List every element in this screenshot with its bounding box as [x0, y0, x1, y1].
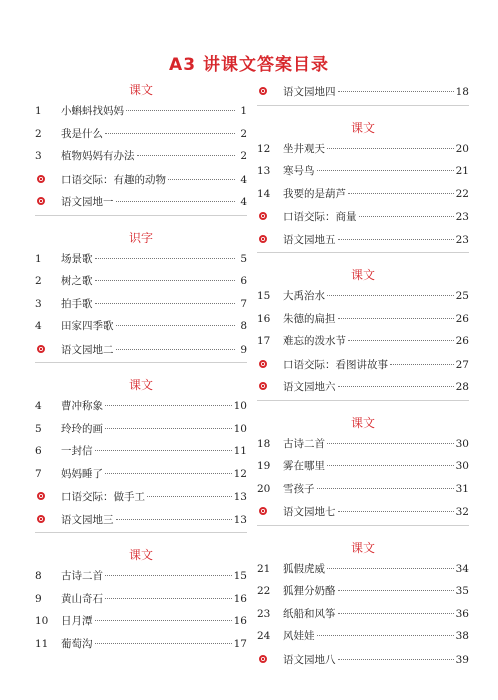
page-number: 11	[233, 445, 247, 457]
toc-entry[interactable]	[257, 558, 469, 581]
page-number: 13	[233, 513, 247, 526]
entry-title: 雾在哪里	[283, 460, 325, 472]
page-number: 34	[455, 562, 469, 575]
entry-number: 5	[35, 422, 42, 435]
entry-number: 4	[35, 320, 42, 332]
toc-entry[interactable]	[257, 648, 469, 671]
circle-bullet-icon	[35, 508, 61, 531]
dot-leader	[126, 110, 235, 111]
dot-leader	[327, 295, 454, 296]
entry-number: 4	[35, 400, 42, 412]
dot-leader	[105, 133, 235, 134]
section-heading: 课文	[350, 120, 375, 135]
section-heading: 识字	[128, 230, 153, 245]
toc-entry[interactable]	[35, 123, 247, 146]
entry-number: 9	[35, 592, 42, 605]
toc-section	[35, 228, 247, 364]
section-heading: 课文	[128, 548, 153, 562]
entry-number: 24	[257, 630, 271, 642]
toc-section	[257, 265, 469, 401]
dot-leader	[168, 179, 235, 180]
right-column	[257, 80, 469, 682]
dot-leader	[359, 216, 454, 217]
circle-bullet-icon	[35, 338, 61, 361]
toc-entry[interactable]	[257, 330, 469, 353]
toc-entry[interactable]	[257, 285, 469, 308]
page-title: A3 讲课文答案目录	[169, 55, 329, 75]
page-number: 22	[455, 187, 469, 200]
toc-entry[interactable]	[35, 588, 247, 611]
entry-title: 雪孩子	[283, 482, 315, 495]
entry-title: 古诗二首	[61, 570, 103, 582]
circle-bullet-icon	[257, 228, 283, 251]
dot-leader	[95, 643, 232, 644]
toc-entry[interactable]	[35, 610, 247, 633]
dot-leader	[338, 91, 454, 92]
entry-title: 口语交际：有趣的动物	[61, 173, 166, 186]
entry-title: 场景歌	[61, 252, 93, 265]
dot-leader	[116, 201, 236, 202]
dot-leader	[317, 635, 454, 636]
toc-section	[257, 80, 469, 106]
page-number: 23	[455, 233, 469, 246]
circle-bullet-icon	[257, 205, 283, 228]
dot-leader	[317, 488, 454, 489]
dot-leader	[147, 496, 232, 497]
section-divider	[257, 525, 469, 526]
entry-number: 1	[35, 105, 42, 117]
dot-leader	[105, 473, 232, 474]
section-heading: 课文	[128, 83, 153, 97]
toc-entry[interactable]	[257, 205, 469, 228]
entry-title: 语文园地七	[283, 506, 336, 519]
entry-title: 纸船和风筝	[283, 607, 336, 620]
page-number: 25	[455, 290, 469, 302]
page-number: 21	[455, 165, 469, 177]
dot-leader	[95, 280, 236, 281]
page-number: 1	[240, 105, 247, 117]
circle-bullet-icon	[257, 80, 283, 103]
section-heading: 课文	[350, 540, 375, 555]
toc-entry[interactable]	[35, 463, 247, 486]
page-number: 20	[455, 142, 469, 155]
entry-title: 风娃娃	[283, 630, 315, 642]
toc-entry[interactable]	[257, 183, 469, 206]
entry-number: 14	[257, 187, 271, 200]
entry-title: 一封信	[61, 445, 93, 457]
entry-title: 我要的是葫芦	[283, 187, 346, 200]
page-number: 10	[233, 400, 247, 412]
entry-number: 23	[257, 607, 271, 620]
dot-leader	[338, 318, 454, 319]
entry-title: 语文园地二	[61, 343, 114, 356]
toc-entry[interactable]	[35, 315, 247, 338]
circle-bullet-icon	[35, 168, 61, 191]
entry-title: 拍手歌	[61, 297, 93, 310]
page-number: 8	[240, 320, 247, 332]
toc-entry[interactable]	[35, 100, 247, 123]
toc-entry[interactable]	[35, 293, 247, 316]
dot-leader	[338, 511, 454, 512]
page-number: 16	[233, 615, 247, 627]
page-number: 12	[233, 467, 247, 480]
entry-title: 小蝌蚪找妈妈	[61, 105, 124, 117]
page-number: 28	[455, 381, 469, 394]
dot-leader	[338, 613, 454, 614]
dot-leader	[95, 258, 236, 259]
entry-number: 15	[257, 290, 271, 302]
page-number: 32	[455, 506, 469, 519]
entry-title: 语文园地三	[61, 513, 114, 526]
toc-entry[interactable]	[257, 500, 469, 523]
dot-leader	[348, 193, 454, 194]
toc-entry[interactable]	[35, 248, 247, 271]
left-column	[35, 80, 247, 667]
page-number: 23	[455, 211, 469, 224]
page-number: 39	[455, 653, 469, 666]
circle-bullet-icon	[257, 353, 283, 376]
dot-leader	[105, 428, 232, 429]
entry-title: 树之歌	[61, 275, 93, 287]
dot-leader	[327, 148, 454, 149]
entry-number: 13	[257, 165, 271, 177]
dot-leader	[338, 239, 454, 240]
entry-title: 狐假虎威	[283, 562, 325, 575]
entry-number: 3	[35, 150, 42, 162]
entry-title: 语文园地五	[283, 233, 336, 246]
page-number: 26	[455, 335, 469, 347]
toc-section	[257, 413, 469, 526]
dot-leader	[105, 405, 232, 406]
dot-leader	[348, 340, 454, 341]
toc-section	[35, 545, 247, 655]
toc-entry[interactable]	[35, 270, 247, 293]
dot-leader	[95, 620, 232, 621]
section-divider	[35, 532, 247, 533]
entry-title: 寒号鸟	[283, 165, 315, 177]
entry-title: 古诗二首	[283, 437, 325, 450]
toc-entry[interactable]	[35, 190, 247, 213]
dot-leader	[95, 450, 232, 451]
section-heading: 课文	[350, 268, 375, 282]
entry-number: 21	[257, 562, 271, 575]
entry-title: 口语交际：看图讲故事	[283, 358, 388, 371]
toc-entry[interactable]	[257, 308, 469, 331]
entry-number: 2	[35, 275, 42, 287]
dot-leader	[327, 443, 454, 444]
entry-number: 1	[35, 252, 42, 265]
entry-title: 葡萄沟	[61, 637, 93, 650]
entry-number: 18	[257, 437, 271, 450]
entry-number: 2	[35, 127, 42, 140]
dot-leader	[390, 364, 454, 365]
toc-entry[interactable]	[35, 440, 247, 463]
page-number: 10	[233, 422, 247, 435]
entry-title: 语文园地八	[283, 653, 336, 666]
entry-title: 日月潭	[61, 615, 93, 627]
circle-bullet-icon	[35, 190, 61, 213]
entry-title: 语文园地一	[61, 196, 114, 209]
toc-entry[interactable]	[35, 565, 247, 588]
toc-entry[interactable]	[35, 395, 247, 418]
page-number: 7	[240, 297, 247, 310]
toc-entry[interactable]	[257, 433, 469, 456]
toc-entry[interactable]	[257, 160, 469, 183]
toc-entry[interactable]	[257, 455, 469, 478]
toc-entry[interactable]	[35, 633, 247, 656]
page-number: 17	[233, 637, 247, 650]
dot-leader	[116, 325, 236, 326]
page-number: 4	[240, 173, 247, 186]
section-divider	[257, 105, 469, 106]
entry-title: 田家四季歌	[61, 320, 114, 332]
page-number: 16	[233, 592, 247, 605]
toc-entry[interactable]	[257, 625, 469, 648]
page-number: 9	[240, 343, 247, 356]
entry-number: 7	[35, 467, 42, 480]
toc-entry[interactable]	[35, 485, 247, 508]
page-number: 6	[240, 275, 247, 287]
section-heading: 课文	[350, 415, 375, 430]
page-number: 31	[455, 482, 469, 495]
entry-number: 22	[257, 585, 271, 597]
page-number: 38	[455, 630, 469, 642]
entry-number: 11	[35, 637, 49, 650]
section-heading: 课文	[128, 378, 153, 392]
section-divider	[35, 362, 247, 363]
entry-number: 19	[257, 460, 271, 472]
toc-entry[interactable]	[257, 138, 469, 161]
toc-entry[interactable]	[257, 228, 469, 251]
entry-number: 12	[257, 142, 271, 155]
page-number: 13	[233, 491, 247, 504]
toc-entry[interactable]	[35, 338, 247, 361]
toc-section	[35, 80, 247, 216]
dot-leader	[338, 590, 454, 591]
page-number: 30	[455, 437, 469, 450]
page-number: 18	[455, 86, 469, 99]
dot-leader	[116, 519, 232, 520]
toc-entry[interactable]	[257, 478, 469, 501]
entry-title: 口语交际：做手工	[61, 491, 145, 504]
toc-entry[interactable]	[257, 375, 469, 398]
entry-title: 我是什么	[61, 127, 103, 140]
page-number: 5	[240, 252, 247, 265]
page-number: 4	[240, 196, 247, 209]
circle-bullet-icon	[257, 375, 283, 398]
entry-title: 妈妈睡了	[61, 467, 103, 480]
entry-title: 口语交际：商量	[283, 211, 357, 224]
circle-bullet-icon	[257, 500, 283, 523]
section-divider	[35, 215, 247, 216]
toc-entry[interactable]	[35, 508, 247, 531]
dot-leader	[137, 155, 236, 156]
page-number: 2	[240, 127, 247, 140]
toc-entry[interactable]	[257, 580, 469, 603]
toc-entry[interactable]	[35, 168, 247, 191]
section-divider	[257, 252, 469, 253]
page-number: 2	[240, 150, 247, 162]
entry-title: 语文园地四	[283, 86, 336, 99]
entry-title: 朱德的扁担	[283, 312, 336, 325]
entry-title: 坐井观天	[283, 142, 325, 155]
entry-title: 大禹治水	[283, 290, 325, 302]
toc-section	[257, 118, 469, 254]
circle-bullet-icon	[35, 485, 61, 508]
entry-title: 玲玲的画	[61, 422, 103, 435]
dot-leader	[95, 303, 236, 304]
toc-entry[interactable]	[257, 353, 469, 376]
entry-title: 曹冲称象	[61, 400, 103, 412]
toc-section	[257, 538, 469, 671]
dot-leader	[105, 598, 232, 599]
entry-title: 黄山奇石	[61, 592, 103, 605]
entry-title: 语文园地六	[283, 381, 336, 394]
dot-leader	[327, 465, 454, 466]
entry-number: 8	[35, 570, 42, 582]
page-number: 15	[233, 570, 247, 582]
entry-number: 10	[35, 615, 49, 627]
entry-title: 难忘的泼水节	[283, 335, 346, 347]
entry-number: 3	[35, 297, 42, 310]
entry-number: 6	[35, 445, 42, 457]
toc-entry[interactable]	[35, 145, 247, 168]
entry-title: 植物妈妈有办法	[61, 150, 135, 162]
toc-section	[35, 375, 247, 533]
dot-leader	[105, 575, 232, 576]
section-divider	[257, 400, 469, 401]
page-number: 36	[455, 607, 469, 620]
dot-leader	[317, 170, 454, 171]
toc-entry[interactable]	[257, 80, 469, 103]
dot-leader	[116, 349, 236, 350]
page-number: 27	[455, 358, 469, 371]
toc-entry[interactable]	[257, 603, 469, 626]
entry-title: 狐狸分奶酪	[283, 585, 336, 597]
entry-number: 20	[257, 482, 271, 495]
dot-leader	[338, 386, 454, 387]
page-number: 30	[455, 460, 469, 472]
circle-bullet-icon	[257, 648, 283, 671]
dot-leader	[327, 568, 454, 569]
toc-entry[interactable]	[35, 418, 247, 441]
page-number: 35	[455, 585, 469, 597]
dot-leader	[338, 659, 454, 660]
page-number: 26	[455, 312, 469, 325]
entry-number: 17	[257, 335, 271, 347]
entry-number: 16	[257, 312, 271, 325]
